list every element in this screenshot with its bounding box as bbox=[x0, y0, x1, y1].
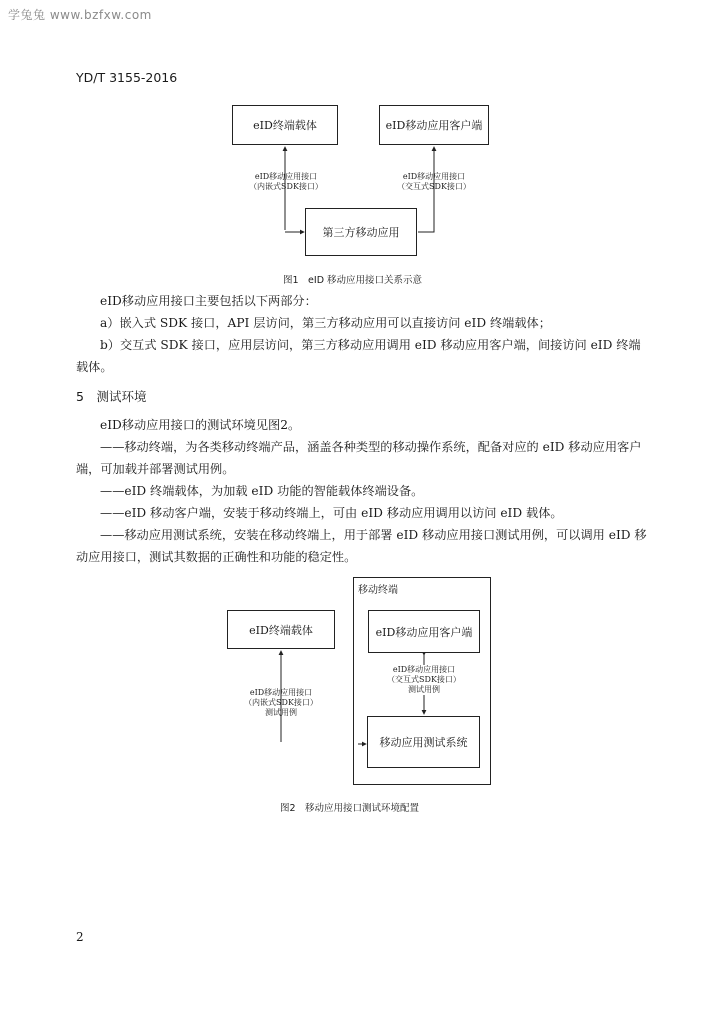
section-p5: ——移动应用测试系统，安装在移动终端上，用于部署 eID 移动应用接口测试用例，可以调用 eID 移动应用接口，测试其数据的正确性和功能的稳定性。 bbox=[76, 528, 647, 564]
section-p3: ——eID 终端载体，为加载 eID 功能的智能载体终端设备。 bbox=[100, 484, 424, 498]
fig2-label-right: eID移动应用接口 （交互式SDK接口） 测试用例 bbox=[384, 665, 464, 695]
fig2-caption: 图2 移动应用接口测试环境配置 bbox=[280, 803, 420, 814]
fig1-caption: 图1 eID 移动应用接口关系示意 bbox=[283, 275, 423, 286]
section-p1: eID移动应用接口的测试环境见图2。 bbox=[100, 418, 301, 432]
fig1-label-right: eID移动应用接口 （交互式SDK接口） bbox=[397, 172, 471, 191]
section-heading: 5 测试环境 bbox=[76, 389, 147, 404]
fig2-box-test: 移动应用测试系统 bbox=[367, 716, 480, 768]
fig1-label-left: eID移动应用接口 （内嵌式SDK接口） bbox=[249, 172, 323, 191]
fig2-box-carrier: eID终端载体 bbox=[227, 610, 335, 649]
section-p4: ——eID 移动客户端，安装于移动终端上，可由 eID 移动应用调用以访问 eID 载体。 bbox=[100, 506, 563, 520]
text-intro: eID移动应用接口主要包括以下两部分： bbox=[100, 294, 317, 308]
fig2-container-title: 移动终端 bbox=[358, 585, 398, 596]
fig1-box-client: eID移动应用客户端 bbox=[379, 105, 489, 145]
fig1-box-thirdparty: 第三方移动应用 bbox=[305, 208, 417, 256]
fig2-box-client: eID移动应用客户端 bbox=[368, 610, 480, 653]
text-item-b-cont: 载体。 bbox=[76, 360, 113, 374]
watermark: 学兔兔 www.bzfxw.com bbox=[8, 8, 152, 22]
text-item-b: b）交互式 SDK 接口，应用层访问，第三方移动应用调用 eID 移动应用客户端，间接访问 eID 终端 bbox=[100, 338, 641, 352]
section-p2: ——移动终端，为各类移动终端产品，涵盖各种类型的移动操作系统，配备对应的 eID 移动应用客户端，可加载并部署测试用例。 bbox=[76, 440, 642, 476]
text-item-a: a）嵌入式 SDK 接口，API 层访问，第三方移动应用可以直接访问 eID 终端载体； bbox=[100, 316, 551, 330]
fig2-label-left: eID移动应用接口 （内嵌式SDK接口） 测试用例 bbox=[244, 688, 318, 717]
fig1-box-carrier: eID终端载体 bbox=[232, 105, 338, 145]
document-header: YD/T 3155-2016 bbox=[76, 70, 178, 85]
page-number: 2 bbox=[76, 930, 84, 944]
